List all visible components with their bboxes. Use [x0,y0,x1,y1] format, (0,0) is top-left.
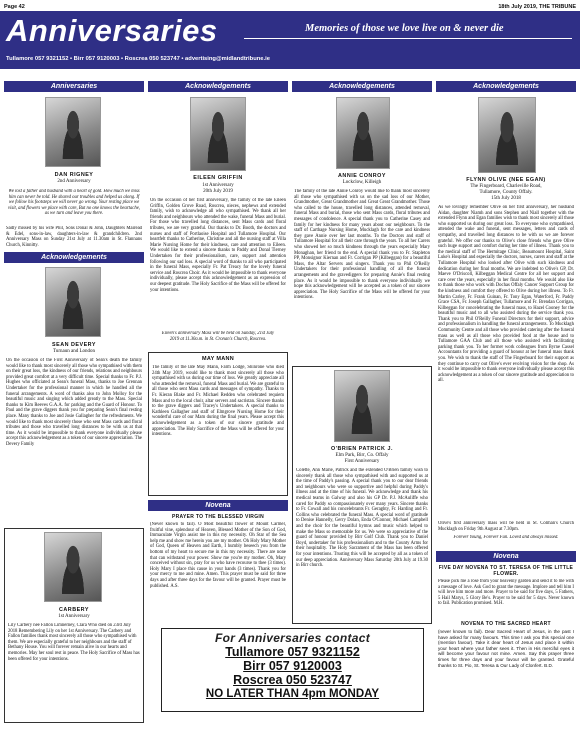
rigney-text: Sadly missed by his wife Phil, Sons Donal & John, Daughters Mairead & Edel, sons-in-law, daughters-in-law & grandchildren. 2nd Anniversary Mass on Sunday 21st July at 11.30am in St. Flannans Church, Kinnitty. [6,226,142,248]
mann-name: MAY MANN [201,356,235,362]
flynn-name: FLYNN OLIVE (NEE EGAN) [466,177,546,183]
col2-novena-heading: Novena [148,500,288,511]
griffin-name: EILEEN GRIFFIN [193,175,243,181]
rigney-sub: 2nd Anniversary [57,179,91,184]
page-header [4,2,576,11]
obrien-sub1: Elm Park, Birr, Co. Offaly [335,453,389,458]
col4-heading: Acknowledgements [436,81,576,92]
page-number: Page 42 [4,3,25,10]
flynn-mass: Olive's first anniversary mass will be held in St. Colman's Church Mucklagh on Friday 9th August at 7.30pm. [438,521,574,532]
rigney-name: DAN RIGNEY [54,172,94,178]
mann-text: The family of the late May Mann, Farm Lodge, Shinrone who died 24th May 2019, would like to thank most sincerely all those who sympathised with us during our time of loss. We greatly appreciate all who attended the removal, funeral Mass and burial. We are grateful to all those who sent Mass cards and messages of sympathy. Thanks to Fr. Kieran Blake and Fr. Michael Redden who celebrated requiem Mass and to the local choir, altar servers and sacristan. Sincere thanks to the grave diggers and Tracey's Undertakers. A special thanks to Kathleen Gallagher and staff of Elmgrove Nursing Home for their wonderful care of our Mam during the final years. Please accept this acknowledgement as a token of our sincere gratitude and appreciation. The Holy Sacrifice of the Mass will be offered for your intentions. [152,365,284,438]
griffin-text: On the occasion of her first anniversary, the family of the late Eileen Griffin, Golden Grove Road, Roscrea, nieces, nephews and extended family, wish to acknowledge all who sympathised. We thank all her friends and neighbours who attended the wake, funeral Mass and burial. For those who travelled long distances, sent Mass cards and floral tributes, we are very grateful. Our thanks to Dr. Booth, the doctors and nurses and staff of Portlaoise Hospital and Tullamore Hospital. Our heartfelt thanks to Catherine, Christine and all the nursing staff at Villa Marie Nursing Home for their kindness, care and attention to Eileen. We would like to extend a sincere thanks to Paddy and Donal Tierney Undertaken for their professionalism, care, support and attention following our sad loss. A special word of thanks to all who participated in the funeral Mass, especially Fr. Pat Treacy for the lovely funeral service and Roscrea Choir. As it would be impossible to thank everyone individually, please accept this acknowledgement as an expression of our deepest gratitude. The Holy Sacrifice of the Mass will be offered for your intentions. [150,198,286,293]
novena-sacred-heart-text: (never known to fail). Dear Sacred Heart of Jesus, in the past I have asked for many favours. This time I ask you this special one (mention favour). Take it dear heart of Jesus and place it within your heart where your father sees it. Then in His merciful eyes it will become your favour not mine. Amen. Say this prayer three times for three days and your favour will be granted. Grateful thanks to St. Pio, St. Teresa & Our Lady of Clonfert. B.D. [438,629,574,668]
photo-dan-rigney [45,97,101,167]
col3-heading: Acknowledgements [292,81,432,92]
col1-heading: Anniversaries [4,81,144,92]
griffin-sub1: 1st Anniversary [202,183,234,188]
flynn-sub1: The Fingerboard, Charleville Road, [470,184,542,189]
masthead [0,11,580,69]
photo-annie-conroy [336,97,390,169]
novena-blessed-virgin-title: PRAYER TO THE BLESSED VIRGIN [171,514,265,520]
advert-deadline: NO LATER THAN 4pm MONDAY [205,688,380,700]
carbery-text: Lily Carbery nee Fallon Limnerney, Clara Who died on 23rd July 2018 Remembering Lily on her 1st Anniversary. The Carbery and Fallon families thank most sincerely all those who sympathised with them. We are especially grateful to her neighbours and the staff of Bethany House. You will forever remain alive in our hearts and memories. May her soul rest in peace. The Holy Sacrifice of Mass has been offered for your intentions. [8,623,140,662]
griffin-sub2: 20th July 2019 [203,189,233,194]
advert-title: For Anniversaries contact [214,631,371,645]
novena-sacred-heart-title: NOVENA TO THE SACRED HEART [461,621,551,627]
novena-blessed-virgin-text: (Never known to fail). O Most beautiful flower of Mount Carmel, fruitful vine, splendour of Heaven, Blessed Mother of the Son of God, Immaculate Virgin assist me in this my necessity. Oh Star of the Sea help me and show me herein you are my mother. Oh Holy Mary Mother of God, Queen of Heaven and Earth, I humbly beseech you from the bottom of my heart to secure me in this my necessity. There are none that can withstand your power. Show me you're my mother. Oh, Mary conceived without sin, pray for us who have recourse to thee (3 times). Holy Mary I place this cause in your hands (3 times). Thank you for your mercy to me and mine. Amen. This prayer must be said for three days and after three days for the favour will be granted. Prayer must be published. A.S. [150,522,286,589]
flynn-text: As we lovingly remember Olive on her first anniversary, her husband Aidan, daughter Niamh and sons Stephen and Niall together with the extended Flynn and Egan families wish to thank most sincerely all those who supported us during our great loss. To everyone who sympathised, attended the wake and funeral, sent messages, letters and cards of sympathy, and travelled long distances to be with us we are forever grateful. We offer our thanks to Olive's close friends who gave Olive such huge support and comfort during her time of illness. Thank you to the medical staff of The Hermitage Clinic, Beaumount Hospital, Saint Luke's Hospital and especially the doctors, nurses, carers and staff at the Tullamore Hospital who looked after Olive with such kindness and dedication during her final months. We are indebted to Olive's GP, Dr. Maeve O'Driscoll, Kilbeggan Medical Centre for all her support and care over the years, especially in her final months. We would also like to thank those who work with Dochas Offaly Cancer Support Group for the kindness and comfort they offered to Olive during her illness. To Fr. Martin Carley, Fr. Frank Guinan, Fr. Tony Egan, Waterford, Fr. Paddy Grace CSA, Fr. Joseph Gallagher, Tullamore and Fr. Brendan Corrigan, Kilbeggan for concelebrating the funeral mass, to Hazel Cooney for the beautiful music and to all who assisted during the service thank you. Thank you to Phil O'Reilly Funeral Directors for their support, advice and professionalism in handling the funeral arrangements. To Mucklagh Community Centre and all those who provided catering after the funeral mass as well as all those who provided food at the house and to Tullamore GAA Club and all those who assisted with facilitating parking thank you. To her former work colleagues from Byrne Cassel Accountants for providing a guard of honour at her funeral mass thank you. We wish to thank the staff of The Fingerboard for their support as they continue to carry out Olive's ever evolving vision for the shop. As it would be impossible to thank everyone individually please accept this acknowledgement as a token of our sincere gratitude and appreciation to all. [438,205,574,384]
photo-patrick-obrien [334,370,390,442]
devery-name: SEAN DEVERY [52,342,96,348]
conroy-text: The family of the late Annie Conroy would like to thank most sincerely all those who sympathised with us on the sad loss of our Mother, Grandmother, Great Grandmother and Great Great Grandmother. Those who called to the house, travelled long distances, attended removal, funeral Mass and burial, those who sent Mass cards, floral tributes and messages of condolence. A special thank you to Catherine Casey and family for her kindness for many years about our neighbours. To the staff of Carthage Nursing Home, Mucklagh for the care and kindness they gave Annie over her last months. To the Doctors and staff of Tullamore Hospital for all their care through the years. To all her Carers who showed her so much kindness through the years especially Mary Monaghan, her friend to the end. A special thank you to Fr. Stapleton PP, Monsignor Kiernan and Fr. Corrigan PP (Kilbeggan) for a beautiful Mass, the Altar Servers and singers. Thank you to Phil O'Reilly Undertakers for their professional handling of all the funeral arrangements and the gravediggers for preparing Annie's final resting place. As it would be impossible to thank everyone individually we hope this acknowledgement will be accepted as a token of our sincere appreciation. The Holy Sacrifice of the Mass will be offered for your intentions. [294,189,430,301]
photo-sean-devery [45,267,101,337]
advert-birr: Birr 057 9120003 [243,659,342,673]
obrien-name: O'BRIEN PATRICK J. [331,446,393,452]
masthead-rule [244,38,572,39]
obrien-text: Colette, Ann Marie, Patrick and the extended O'Brien family wish to sincerely thank all those who sympathised with and supported us at the time of Paddy's passing. A special thank you to our dear friends and neighbours who were so supportive and helpful during Paddy's illness and at the time of his funeral. We acknowledge and thank his medical teams in Galway and also his GP Dr. P.J. McAuliffe who cared for Paddy so compassionately over many years. Sincere thanks to Fr. Cowall and his concelebrants Fr. Geraghty, Fr. Harding and Fr. Collins who celebrated the funeral Mass. A special word of gratitude to Denise Hannelly, Gerry Dolan, Enda O'Connor, Michael Campbell and the choir for the beautiful hymns and music which helped to make the Mass so memorable for us. We were so appreciative of the guard of honour provided by Birr Golf Club. Thank you to Daniel Boyd, undertaker for his professionalism and to the County Arms for their hospitality. The Holy Sacrament of the Mass has been offered for your intentions. Trusting this will be accepted by all as a token of our deep appreciation. Anniversary Mass Saturday 20th July at 19.30 in Birr church. [296,468,428,569]
griffin-mass: Eileen's anniversary Mass will be held on Sunday, 21st July 2019 at 11.30a.m. in St. Cronan's Church, Roscrea. [161,331,275,342]
advert-tullamore: Tullamore 057 9321152 [225,645,360,659]
devery-sub: Turnaun and London [52,349,96,354]
col4-novena-heading: Novena [436,551,576,562]
advert-roscrea: Roscrea 050 523747 [233,673,352,687]
col2-heading: Acknowledgements [148,81,288,92]
flynn-sub2: Tullamore, County Offaly. [479,190,533,195]
photo-carbery [44,532,102,602]
issue-date: 18th July 2019, THE TRIBUNE [498,3,576,10]
novena-st-teresa-text: Please pick me a rose from your heavenly garden and send it to me with a message of love. Ask God to grant the message. Implore and tell him I will love him more and more. Prayer to be said for five days, 5 Fathers, 5 Hail Marys, 5 Glory Be's. Prayer to be said for 5 days. Never known to fail. Publication promised. M.H. [438,579,574,607]
contact-advert [161,628,424,712]
flynn-sub3: 15th July 2018 [491,196,521,201]
devery-text: On the occasion of the First Anniversary of Sean's death the family would like to thank most sincerely all those who sympathised with them on their great loss, the kindness of our friends, relations and neighbours provided great comfort at a very difficult time. Special thanks to Fr. P.J. Hughes who officiated at Sean's funeral Mass, thanks to Joe Grennan Undertaker for the professional manner in which he handled all the funeral arrangements. A word of thanks also to John Molloy for the beautiful music and singing which added greatly to the Mass. Special thanks to Kim Reeves G.A.A. for parking and the Guard of Honour. To Paul and the grave diggers thank you for preparing Sean's final resting place. Many thanks to Joe and Josie Gallagher for the refreshments. We would like to thank most sincerely those who sent Mass cards and floral tributes and those who travelled long distances to be with us at that time. As it would be impossible to thank everyone individually please accept this acknowledgement as a token of our sincere appreciation. The Devery Family [6,358,142,447]
carbery-sub: 1st Anniversary [58,614,90,619]
masthead-contact: Tullamore 057 9321152 • Birr 057 9120003 • Roscrea 050 523747 • advertising@midlandtribune.ie [6,56,270,62]
masthead-subtitle: Memories of those we love live on & never die [305,23,504,34]
conroy-name: ANNIE CONROY [338,173,386,179]
carbery-name: CARBERY [59,607,89,613]
rigney-verse: We lost a father and husband with a heart of gold. How much we miss him can never be told. He shared our troubles and helped us along. If we follow his footsteps we will never go wrong. Your resting place we visit, and flowers we place with care, But no one knows the heartache, as we turn and leave you there. [8,189,140,217]
conroy-sub: Lockclow, Killeigh [342,180,382,185]
novena-st-teresa-title: FIVE DAY NOVENA TO ST. TERESA OF THE LITTLE FLOWER. [438,565,574,577]
photo-eileen-griffin [190,97,246,171]
masthead-title: Anniversaries [6,13,218,48]
photo-olive-flynn [478,97,536,173]
col1-ack-heading: Acknowledgements [4,252,144,263]
obrien-sub2: First Anniversary [344,459,380,464]
flynn-verse: Forever Young, Forever Fun. Loved and always missed. [453,535,559,540]
